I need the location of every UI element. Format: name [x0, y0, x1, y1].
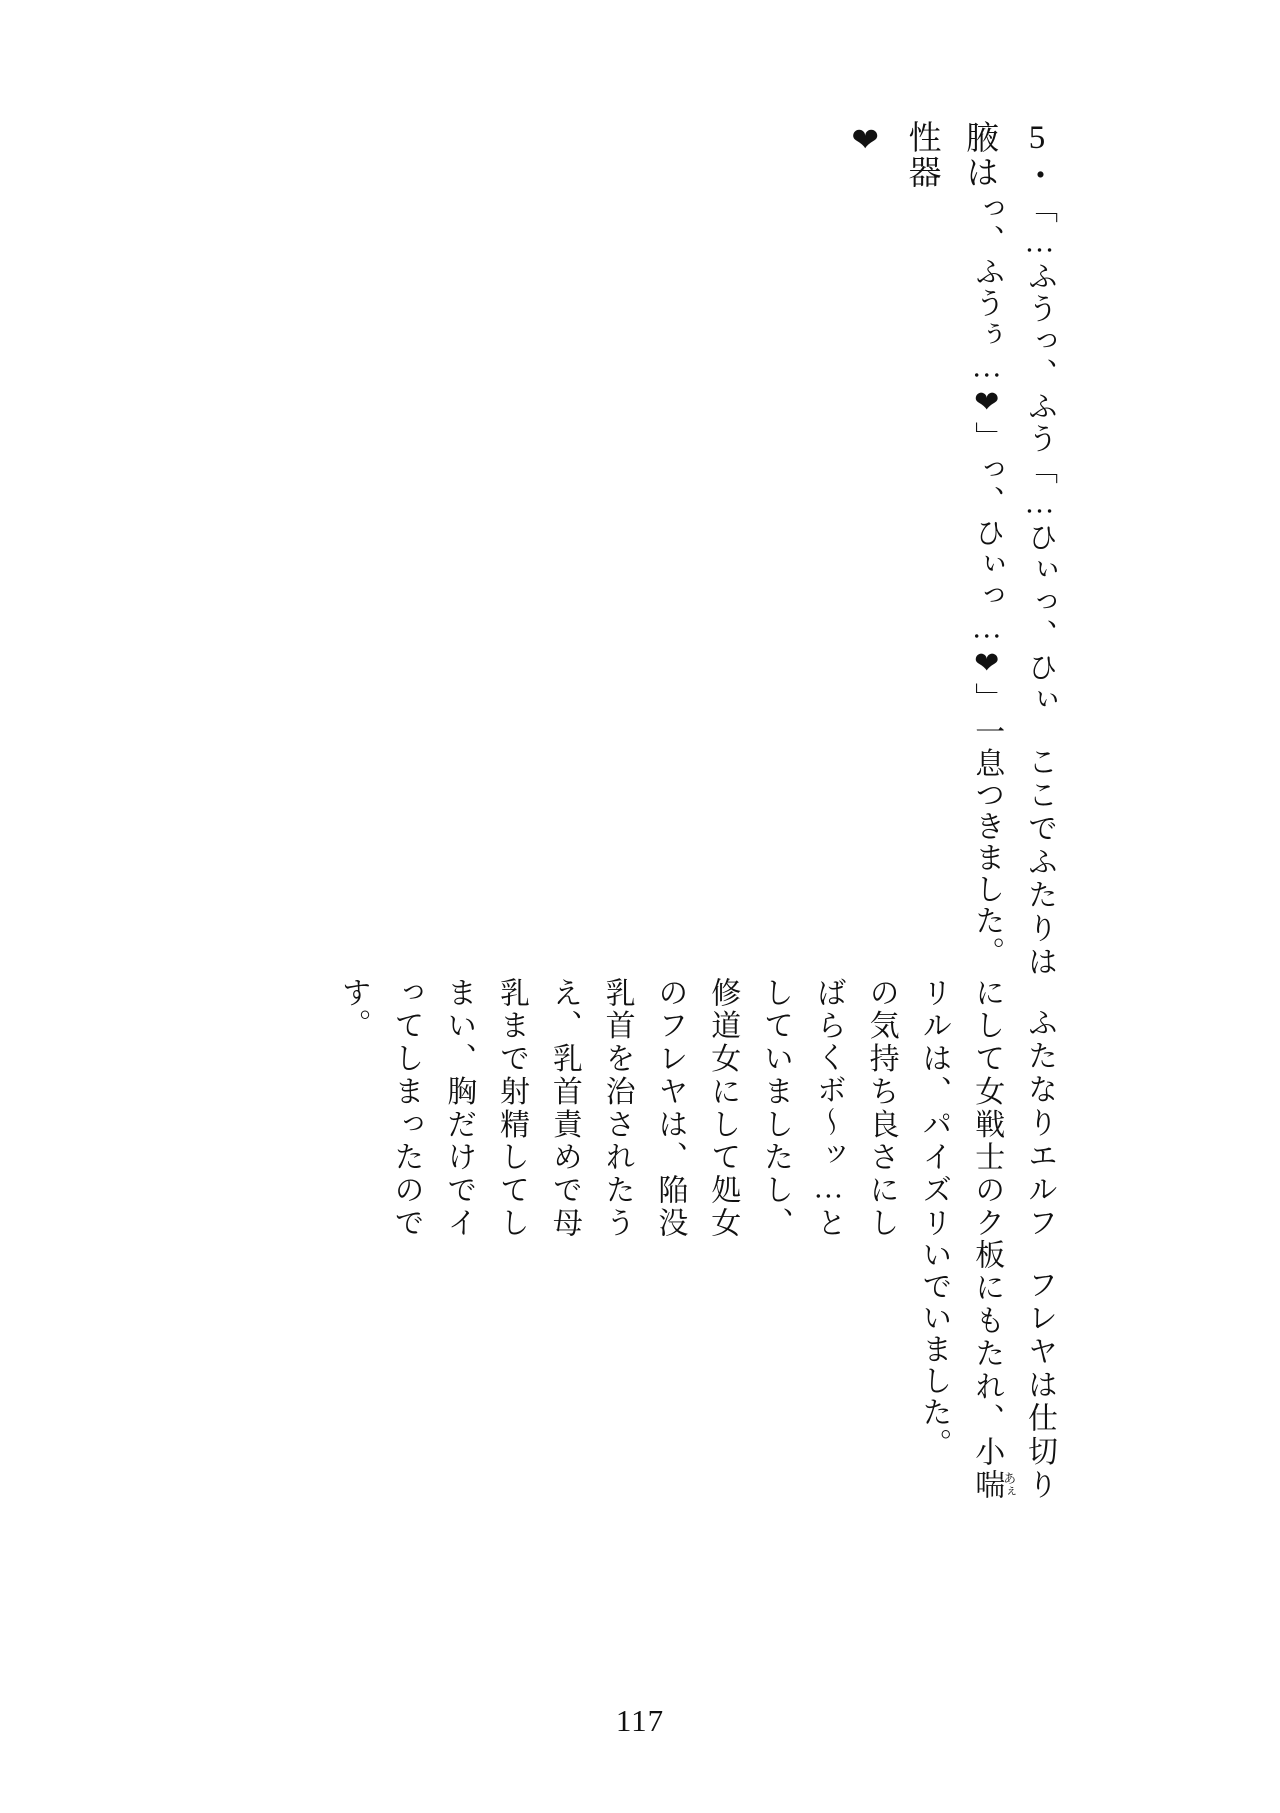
paragraph-quote-1: 「…ふうっ、ふうっ、ふうぅ…❤」	[970, 193, 1056, 455]
paragraph-body-1: ここでふたりは一息つきました。	[970, 715, 1056, 978]
page-number: 117	[615, 1703, 665, 1738]
chapter-heading: 5・腋は性器❤	[845, 120, 1055, 193]
paragraph-body-3	[251, 1239, 1065, 1500]
ruby-reading: あぇ	[1001, 1468, 1017, 1501]
ruby-base: 喘	[970, 1468, 1004, 1501]
paragraph-body-3-prefix: フレヤは仕切り板にもたれ、小	[970, 1238, 1056, 1501]
page-text-block	[235, 120, 1065, 1500]
paragraph-body-2: ふたなりエルフにして女戦士のクリルは、パイズリの気持ち良さにしばらくボ～ッ…としていましたし、修道女にして処女のフレヤは、陥没乳首を治されたうえ、乳首責めで母乳まで射精してしまい、胸だけでイってしまったのです。	[336, 977, 1056, 1239]
paragraph-body-3-suffix: いでいました。	[917, 1238, 951, 1460]
paragraph-quote-2: 「…ひぃっ、ひぃっ、ひぃっ…❤」	[970, 454, 1056, 716]
ruby-annotated-word	[970, 1468, 1017, 1501]
